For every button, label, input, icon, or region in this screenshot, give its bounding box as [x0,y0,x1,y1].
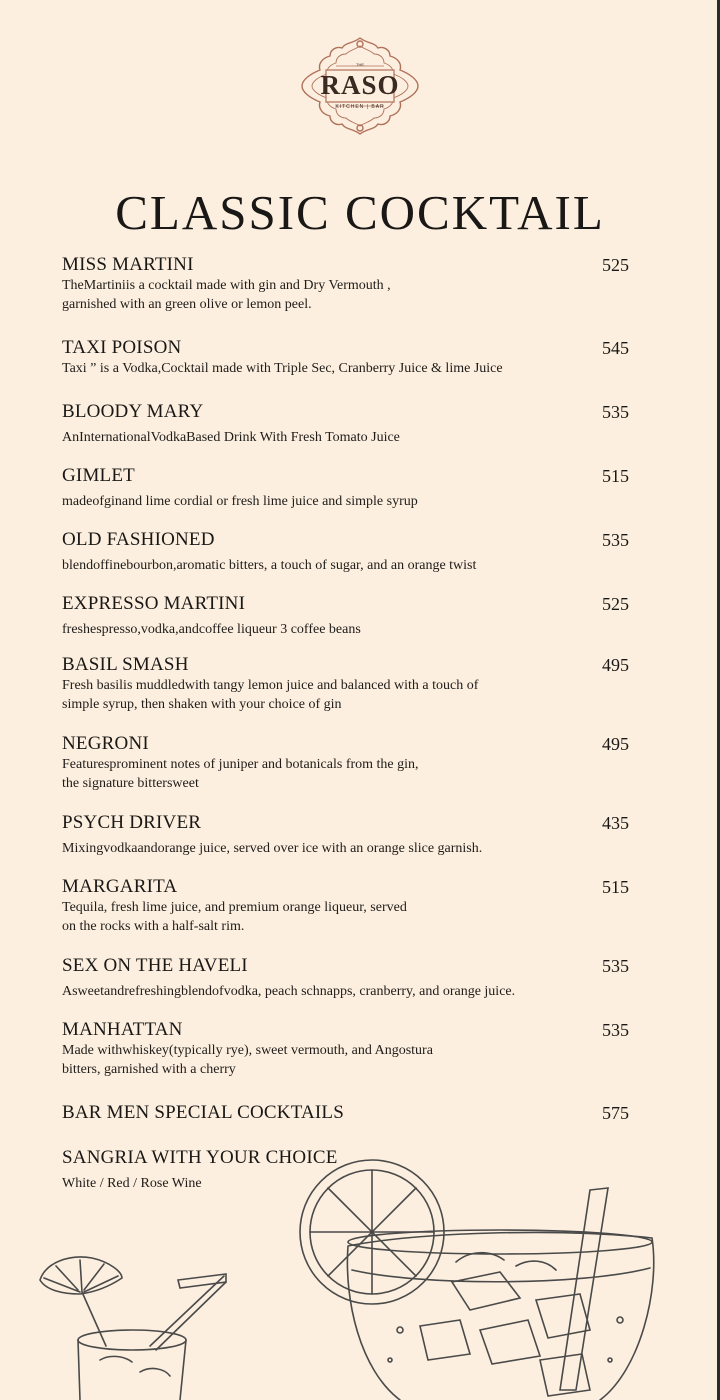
menu-item-bloody-mary [62,401,642,447]
item-price: 535 [602,402,629,422]
item-name: SANGRIA WITH YOUR CHOICE [62,1147,338,1168]
item-name: OLD FASHIONED [62,529,215,550]
item-name: BLOODY MARY [62,401,204,422]
item-description: Mixingvodkaandorange juice, served over ice with an orange slice garnish. [62,841,483,856]
item-price: 535 [602,530,629,550]
item-price: 535 [602,956,629,976]
item-price: 575 [602,1103,629,1123]
item-price: 545 [602,338,629,358]
item-name: TAXI POISON [62,337,182,358]
logo-top-text: THE [356,62,364,67]
item-description: Made withwhiskey(typically rye), sweet vermouth, and Angostura bitters, garnished with a cherry [62,1043,433,1077]
cocktail-glasses-icon [0,1150,720,1400]
menu-item-old-fashioned [62,529,642,575]
item-price: 435 [602,813,629,833]
item-name: NEGRONI [62,733,149,754]
logo-subtitle: KITCHEN | BAR [335,104,385,110]
menu-item-expresso-martini [62,593,642,639]
raso-logo [296,36,424,136]
item-price: 515 [602,466,629,486]
menu-item-bar-men-special [62,1102,642,1124]
item-price: 495 [602,655,629,675]
item-description: TheMartiniis a cocktail made with gin and Dry Vermouth , garnished with an green olive or lemon peel. [62,278,391,312]
item-description: White / Red / Rose Wine [62,1176,202,1191]
item-price: 515 [602,877,629,897]
menu-item-sex-on-the-haveli [62,955,642,1001]
menu-item-margarita [62,876,642,936]
menu-item-negroni [62,733,642,793]
item-description: Tequila, fresh lime juice, and premium orange liqueur, served on the rocks with a half-salt rim. [62,900,407,934]
logo-name: RASO [320,70,400,100]
item-description: Featuresprominent notes of juniper and botanicals from the gin, the signature bittersweet [62,757,419,791]
cocktail-illustration [0,1150,720,1400]
item-description: Taxi ” is a Vodka,Cocktail made with Triple Sec, Cranberry Juice & lime Juice [62,361,503,376]
item-name: BAR MEN SPECIAL COCKTAILS [62,1102,344,1123]
item-price: 495 [602,734,629,754]
item-name: MANHATTAN [62,1019,183,1040]
item-name: BASIL SMASH [62,654,189,675]
menu-item-manhattan [62,1019,642,1079]
item-price: 525 [602,255,629,275]
item-description: blendoffinebourbon,aromatic bitters, a touch of sugar, and an orange twist [62,558,477,573]
item-name: MARGARITA [62,876,178,897]
item-description: AnInternationalVodkaBased Drink With Fresh Tomato Juice [62,430,400,445]
menu-item-basil-smash [62,654,642,714]
item-name: SEX ON THE HAVELI [62,955,248,976]
item-description: freshespresso,vodka,andcoffee liqueur 3 coffee beans [62,622,361,637]
menu-item-psych-driver [62,812,642,858]
item-description: Fresh basilis muddledwith tangy lemon juice and balanced with a touch of simple syrup, then shaken with your choice of gin [62,678,479,712]
menu-item-taxi-poison [62,337,642,378]
item-name: MISS MARTINI [62,254,194,275]
item-description: madeofginand lime cordial or fresh lime juice and simple syrup [62,494,418,509]
item-name: EXPRESSO MARTINI [62,593,246,614]
menu-title: CLASSIC COCKTAIL [115,185,605,240]
item-name: GIMLET [62,465,135,486]
item-name: PSYCH DRIVER [62,812,202,833]
item-description: Asweetandrefreshingblendofvodka, peach schnapps, cranberry, and orange juice. [62,984,516,999]
menu-item-miss-martini [62,254,642,314]
item-price: 535 [602,1020,629,1040]
item-price: 525 [602,594,629,614]
menu-item-gimlet [62,465,642,511]
